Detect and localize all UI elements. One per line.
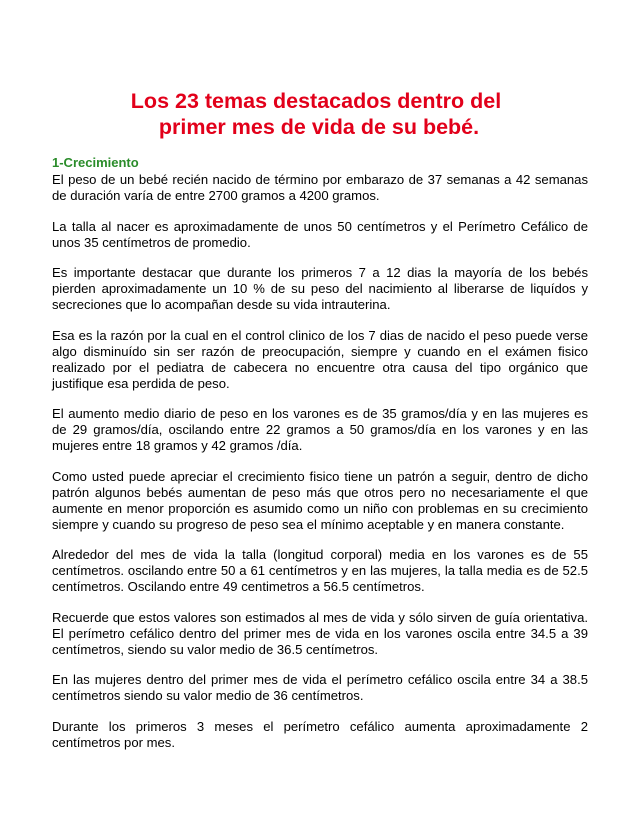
section-heading: 1-Crecimiento [52, 155, 139, 170]
paragraph-length-one-month: Alrededor del mes de vida la talla (longitud corporal) media en los varones es de 55 centímetros. oscilando entre 50 a 61 centímetros y en las mujeres, la talla media es de 52.5 centímetros. Oscilando entre 49 centimetros a 56.5 centímetros. [52, 547, 588, 594]
paragraph-head-growth: Durante los primeros 3 meses el perímetro cefálico aumenta aproximadamente 2 centímetros por mes. [52, 718, 588, 750]
document-title [0, 88, 638, 140]
document-body [52, 172, 588, 765]
paragraph-head-circumference-boys: Recuerde que estos valores son estimados al mes de vida y sólo sirven de guía orientativa. El perímetro cefálico dentro del primer mes de vida en los varones oscila entre 34.5 a 39 centímetros, siendo su valor medio de 36.5 centímetros. [52, 609, 588, 657]
title-line-1: Los 23 temas destacados dentro del [130, 89, 502, 113]
paragraph-weight-loss: Es importante destacar que durante los primeros 7 a 12 dias la mayoría de los bebés pierden aproximadamente un 10 % de su peso del nacimiento al liberarse de liquídos y secreciones que lo acompañan desde su vida intrauterina. [52, 265, 588, 312]
paragraph-daily-gain: El aumento medio diario de peso en los varones es de 35 gramos/día y en las mujeres es de 29 gramos/día, oscilando entre 22 gramos a 50 gramos/día en los varones y en las mujeres entre 18 gramos y 42 gramos /día. [52, 406, 588, 453]
paragraph-growth-pattern: Como usted puede apreciar el crecimiento fisico tiene un patrón a seguir, dentro de dicho patrón algunos bebés aumentan de peso más que otros pero no necesariamente el que aumente en menor proporción es asumido como un niño con problemas en su crecimiento siempre y cuando su progreso de peso sea el mínimo aceptable y en manera constante. [52, 468, 588, 532]
paragraph-clinical-control: Esa es la razón por la cual en el control clinico de los 7 dias de nacido el peso puede verse algo disminuído sin ser razón de preocupación, siempre y cuando en el exámen fisico realizado por el pediatra de cabecera no encuentre otra causa del tipo orgánico que justifique esa perdida de peso. [52, 327, 588, 391]
paragraph-head-circumference-girls: En las mujeres dentro del primer mes de vida el perímetro cefálico oscila entre 34 a 38.5 centímetros siendo su valor medio de 36 centímetros. [52, 672, 588, 703]
paragraph-birth-weight: El peso de un bebé recién nacido de término por embarazo de 37 semanas a 42 semanas de duración varía de entre 2700 gramos a 4200 gramos. [52, 172, 588, 203]
title-line-2: primer mes de vida de su bebé. [158, 115, 480, 139]
paragraph-birth-length: La talla al nacer es aproximadamente de unos 50 centímetros y el Perímetro Cefálico de unos 35 centímetros de promedio. [52, 218, 588, 250]
